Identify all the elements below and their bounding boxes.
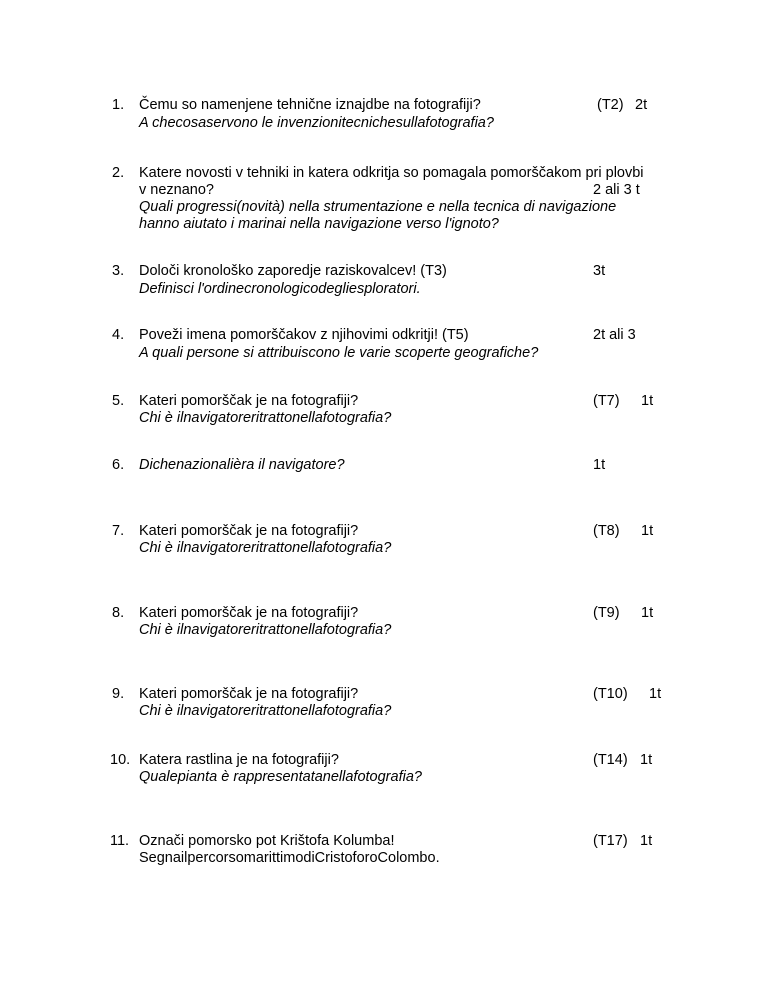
question-text-sl: Katera rastlina je na fotografiji?	[139, 752, 339, 768]
question-number: 6.	[112, 457, 125, 473]
question-text-it: Qualepianta è rappresentatanellafotografia?	[139, 769, 422, 785]
question-text-sl: Kateri pomorščak je na fotografiji?	[139, 393, 359, 409]
question-text-sl-cont: v neznano?	[139, 182, 214, 198]
question-number: 7.	[112, 523, 125, 539]
task-ref: (T9)	[593, 605, 620, 621]
points: 1t	[593, 457, 606, 473]
question-text-sl: Čemu so namenjene tehnične iznajdbe na fotografiji?	[139, 97, 481, 113]
question-number: 1.	[112, 97, 125, 113]
points: 1t	[640, 752, 653, 768]
question-text-sl: Katere novosti v tehniki in katera odkritja so pomagala pomorščakom pri plovbi	[139, 165, 644, 181]
points: 2 ali 3 t	[593, 182, 640, 198]
task-ref: (T14)	[593, 752, 628, 768]
points: 1t	[641, 523, 654, 539]
points: 2t ali 3	[593, 327, 636, 343]
points: 3t	[593, 263, 606, 279]
question-text-it: Chi è ilnavigatoreritrattonellafotografia?	[139, 410, 392, 426]
question-text-sl: Kateri pomorščak je na fotografiji?	[139, 686, 359, 702]
task-ref: (T8)	[593, 523, 620, 539]
question-text-it: A checosaservono le invenzionitecnichesullafotografia?	[139, 115, 494, 131]
task-ref: (T7)	[593, 393, 620, 409]
question-text-sl: Kateri pomorščak je na fotografiji?	[139, 605, 359, 621]
points: 1t	[641, 605, 654, 621]
question-text-it-cont: hanno aiutato i marinai nella navigazione verso l'ignoto?	[139, 216, 499, 232]
points: 1t	[641, 393, 654, 409]
question-text-sl: Poveži imena pomorščakov z njihovimi odkritji! (T5)	[139, 327, 469, 343]
points: 2t	[635, 97, 648, 113]
question-text-it: Definisci l'ordinecronologicodegliesploratori.	[139, 281, 421, 297]
question-number: 8.	[112, 605, 125, 621]
points: 1t	[640, 833, 653, 849]
question-text-it: Dichenazionalièra il navigatore?	[139, 457, 345, 473]
task-ref: (T2)	[597, 97, 624, 113]
question-text-it: Chi è ilnavigatoreritrattonellafotografia?	[139, 540, 392, 556]
question-number: 2.	[112, 165, 125, 181]
points: 1t	[649, 686, 662, 702]
task-ref: (T17)	[593, 833, 628, 849]
question-number: 9.	[112, 686, 125, 702]
question-text-sl: Kateri pomorščak je na fotografiji?	[139, 523, 359, 539]
question-number: 4.	[112, 327, 125, 343]
question-text-it: A quali persone si attribuiscono le varie scoperte geografiche?	[139, 345, 539, 361]
question-number: 5.	[112, 393, 125, 409]
question-text-sl: Določi kronološko zaporedje raziskovalcev! (T3)	[139, 263, 447, 279]
question-text-sl: Označi pomorsko pot Krištofa Kolumba!	[139, 833, 395, 849]
question-text-it: SegnailpercorsomarittimodiCristoforoColombo.	[139, 850, 440, 866]
question-text-it: Chi è ilnavigatoreritrattonellafotografia?	[139, 622, 392, 638]
task-ref: (T10)	[593, 686, 628, 702]
question-text-it: Chi è ilnavigatoreritrattonellafotografia?	[139, 703, 392, 719]
question-number: 11.	[110, 833, 130, 849]
question-number: 10.	[110, 752, 131, 768]
question-number: 3.	[112, 263, 125, 279]
question-text-it: Quali progressi(novità) nella strumentazione e nella tecnica di navigazione	[139, 199, 617, 215]
